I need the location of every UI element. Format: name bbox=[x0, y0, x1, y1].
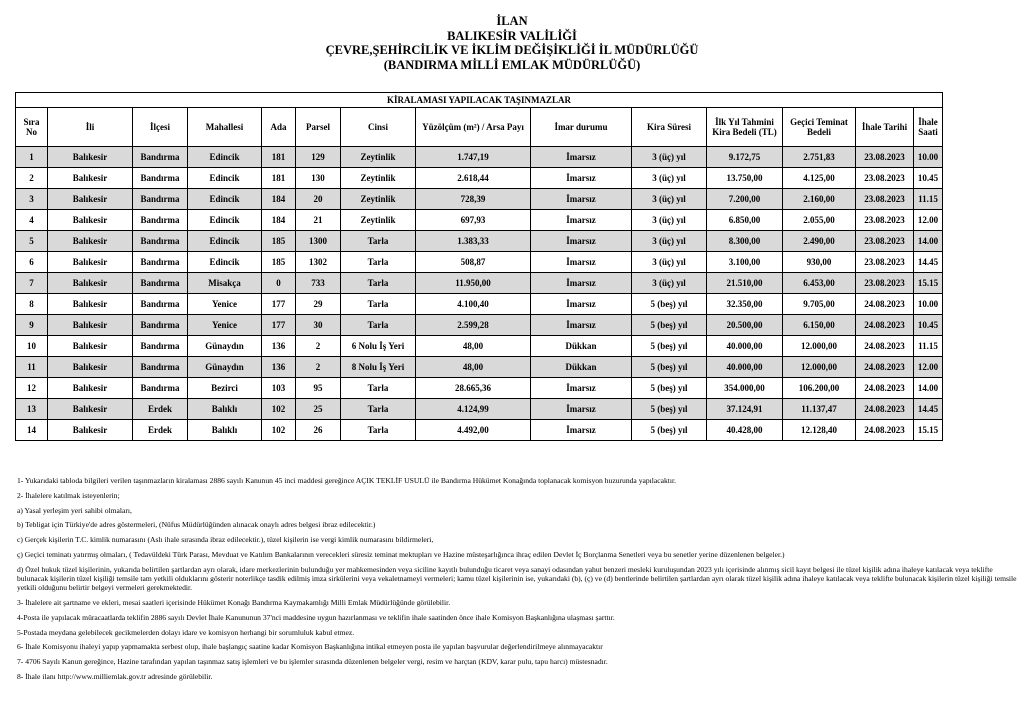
table-cell: 136 bbox=[262, 357, 296, 378]
table-cell: 11.137,47 bbox=[783, 399, 856, 420]
table-cell: 177 bbox=[262, 294, 296, 315]
table-cell: 40.428,00 bbox=[707, 420, 783, 441]
announcement-title: İLAN bbox=[496, 14, 528, 28]
table-cell: 5 bbox=[16, 231, 48, 252]
table-row bbox=[16, 273, 943, 294]
table-cell: 4.492,00 bbox=[416, 420, 531, 441]
note-paragraph: 1- Yukarıdaki tabloda bilgileri verilen taşınmazların kiralaması 2886 sayılı Kanunun 45 inci maddesi gereğince AÇIK TEKLİF USULÜ ile Bandırma Hükümet Konağında toplanacak komisyon huzurunda yapılacaktır. bbox=[17, 476, 677, 485]
table-cell: Tarla bbox=[341, 420, 416, 441]
column-header: İlçesi bbox=[133, 108, 188, 147]
table-cell: 102 bbox=[262, 399, 296, 420]
table-cell: Dükkan bbox=[531, 357, 632, 378]
table-cell: 23.08.2023 bbox=[856, 252, 914, 273]
table-cell: Balıklı bbox=[188, 420, 262, 441]
table-cell: 11.950,00 bbox=[416, 273, 531, 294]
table-cell: İmarsız bbox=[531, 147, 632, 168]
note-paragraph: b) Tebligat için Türkiye'de adres göstermeleri, (Nüfus Müdürlüğünden alınacak onaylı adres belgesi ibraz edilecektir.) bbox=[17, 520, 376, 530]
table-cell: Balıkesir bbox=[48, 252, 133, 273]
table-cell: 7 bbox=[16, 273, 48, 294]
table-cell: 12.000,00 bbox=[783, 357, 856, 378]
table-cell: 10.00 bbox=[914, 147, 943, 168]
table-cell: 12.128,40 bbox=[783, 420, 856, 441]
table-cell: 21.510,00 bbox=[707, 273, 783, 294]
table-cell: 32.350,00 bbox=[707, 294, 783, 315]
table-cell: 25 bbox=[296, 399, 341, 420]
table-cell: 20.500,00 bbox=[707, 315, 783, 336]
table-cell: 11 bbox=[16, 357, 48, 378]
table-cell: 14.45 bbox=[914, 399, 943, 420]
table-cell: 697,93 bbox=[416, 210, 531, 231]
table-row bbox=[16, 399, 943, 420]
table-body bbox=[16, 147, 943, 441]
table-cell: 2 bbox=[296, 336, 341, 357]
note-paragraph: c) Gerçek kişilerin T.C. kimlik numarasını (Aslı ihale sırasında ibraz edilecektir.), tüzel kişilerin ise vergi kimlik numarasını bildirmeleri, bbox=[17, 535, 434, 545]
table-cell: 24.08.2023 bbox=[856, 315, 914, 336]
table-cell: 12.00 bbox=[914, 357, 943, 378]
column-header: Mahallesi bbox=[188, 108, 262, 147]
table-cell: Tarla bbox=[341, 315, 416, 336]
table-cell: 8 bbox=[16, 294, 48, 315]
table-cell: 23.08.2023 bbox=[856, 147, 914, 168]
note-paragraph: 6- İhale Komisyonu ihaleyi yapıp yapmamakta serbest olup, ihale başlangıç saatine kadar Komisyon Başkanlığına intikal etmeyen posta ile yapılan başvurular değerlendirilmeye alınmayacaktır bbox=[17, 642, 603, 652]
table-cell: 930,00 bbox=[783, 252, 856, 273]
table-cell: 40.000,00 bbox=[707, 357, 783, 378]
column-header: Geçici Teminat Bedeli bbox=[783, 108, 856, 147]
table-cell: 3 (üç) yıl bbox=[632, 147, 707, 168]
table-cell: İmarsız bbox=[531, 189, 632, 210]
table-cell: İmarsız bbox=[531, 420, 632, 441]
table-cell: 15.15 bbox=[914, 420, 943, 441]
column-header: İmar durumu bbox=[531, 108, 632, 147]
table-cell: Edincik bbox=[188, 231, 262, 252]
table-cell: 3 (üç) yıl bbox=[632, 252, 707, 273]
table-cell: 733 bbox=[296, 273, 341, 294]
table-cell: 9.172,75 bbox=[707, 147, 783, 168]
table-row bbox=[16, 336, 943, 357]
column-header: Parsel bbox=[296, 108, 341, 147]
table-cell: Balıkesir bbox=[48, 168, 133, 189]
table-cell: İmarsız bbox=[531, 252, 632, 273]
table-cell: Günaydın bbox=[188, 336, 262, 357]
table-cell: 3.100,00 bbox=[707, 252, 783, 273]
table-cell: 8.300,00 bbox=[707, 231, 783, 252]
table-cell: 185 bbox=[262, 231, 296, 252]
table-cell: 6.850,00 bbox=[707, 210, 783, 231]
table-cell: 1 bbox=[16, 147, 48, 168]
table-cell: 181 bbox=[262, 147, 296, 168]
table-row bbox=[16, 147, 943, 168]
table-cell: İmarsız bbox=[531, 168, 632, 189]
table-cell: 14.45 bbox=[914, 252, 943, 273]
table-cell: Misakça bbox=[188, 273, 262, 294]
table-cell: 4 bbox=[16, 210, 48, 231]
table-caption: KİRALAMASI YAPILACAK TAŞINMAZLAR bbox=[16, 93, 943, 108]
table-cell: Bezirci bbox=[188, 378, 262, 399]
table-cell: 103 bbox=[262, 378, 296, 399]
table-cell: 0 bbox=[262, 273, 296, 294]
table-cell: Edincik bbox=[188, 252, 262, 273]
table-cell: 20 bbox=[296, 189, 341, 210]
table-cell: Bandırma bbox=[133, 273, 188, 294]
table-cell: 3 (üç) yıl bbox=[632, 273, 707, 294]
table-cell: 2.599,28 bbox=[416, 315, 531, 336]
column-header: Kira Süresi bbox=[632, 108, 707, 147]
table-cell: 23.08.2023 bbox=[856, 189, 914, 210]
table-cell: 4.125,00 bbox=[783, 168, 856, 189]
table-cell: 11.15 bbox=[914, 336, 943, 357]
table-row bbox=[16, 378, 943, 399]
table-cell: 21 bbox=[296, 210, 341, 231]
table-cell: Zeytinlik bbox=[341, 189, 416, 210]
table-cell: İmarsız bbox=[531, 273, 632, 294]
table-cell: 2 bbox=[296, 357, 341, 378]
table-cell: 5 (beş) yıl bbox=[632, 399, 707, 420]
table-cell: 2.751,83 bbox=[783, 147, 856, 168]
table-cell: Tarla bbox=[341, 273, 416, 294]
table-cell: 508,87 bbox=[416, 252, 531, 273]
table-cell: Edincik bbox=[188, 168, 262, 189]
table-cell: Balıkesir bbox=[48, 357, 133, 378]
table-row bbox=[16, 252, 943, 273]
table-cell: 26 bbox=[296, 420, 341, 441]
notes-section bbox=[17, 476, 1017, 687]
table-cell: Bandırma bbox=[133, 168, 188, 189]
note-paragraph: 8- İhale ilanı http://www.milliemlak.gov.tr adresinde görülebilir. bbox=[17, 671, 213, 681]
table-cell: 7.200,00 bbox=[707, 189, 783, 210]
sub-directorate-title: (BANDIRMA MİLLİ EMLAK MÜDÜRLÜĞÜ) bbox=[383, 57, 641, 72]
table-header-row bbox=[16, 108, 943, 147]
table-cell: 2.618,44 bbox=[416, 168, 531, 189]
table-cell: Edincik bbox=[188, 147, 262, 168]
note-paragraph: 7- 4706 Sayılı Kanun gereğince, Hazine tarafından yapılan taşınmaz satış işlemleri ve bu işlemler sırasında düzenlenen belgeler vergi, resim ve harçtan (KDV, karar pulu, tapu harcı) müstesnadır. bbox=[17, 657, 608, 667]
table-cell: Bandırma bbox=[133, 252, 188, 273]
table-cell: 12.00 bbox=[914, 210, 943, 231]
table-cell: 24.08.2023 bbox=[856, 357, 914, 378]
table-cell: Balıkesir bbox=[48, 294, 133, 315]
table-cell: 48,00 bbox=[416, 357, 531, 378]
table-cell: Balıkesir bbox=[48, 231, 133, 252]
directorate-title: ÇEVRE,ŞEHİRCİLİK VE İKLİM DEĞİŞİKLİĞİ İL MÜDÜRLÜĞÜ bbox=[325, 43, 699, 57]
table-cell: 24.08.2023 bbox=[856, 399, 914, 420]
table-cell: İmarsız bbox=[531, 399, 632, 420]
note-paragraph: 3- İhalelere ait şartname ve ekleri, mesai saatleri içerisinde Hükümet Konağı Bandırma Kaymakamlığı Milli Emlak Müdürlüğünde görülebilir. bbox=[17, 597, 451, 607]
table-cell: 1300 bbox=[296, 231, 341, 252]
table-cell: Balıkesir bbox=[48, 189, 133, 210]
table-cell: Zeytinlik bbox=[341, 147, 416, 168]
table-cell: İmarsız bbox=[531, 294, 632, 315]
table-cell: İmarsız bbox=[531, 231, 632, 252]
table-cell: 177 bbox=[262, 315, 296, 336]
table-row bbox=[16, 168, 943, 189]
table-cell: 11.15 bbox=[914, 189, 943, 210]
table-cell: 48,00 bbox=[416, 336, 531, 357]
note-paragraph: 5-Postada meydana gelebilecek gecikmelerden dolayı idare ve komisyon herhangi bir sorumluluk kabul etmez. bbox=[17, 627, 355, 637]
table-cell: Zeytinlik bbox=[341, 168, 416, 189]
table-cell: Yenice bbox=[188, 294, 262, 315]
table-cell: 30 bbox=[296, 315, 341, 336]
table-cell: 28.665,36 bbox=[416, 378, 531, 399]
table-cell: Erdek bbox=[133, 399, 188, 420]
table-cell: Zeytinlik bbox=[341, 210, 416, 231]
table-cell: 4.100,40 bbox=[416, 294, 531, 315]
table-cell: Bandırma bbox=[133, 336, 188, 357]
table-cell: Balıklı bbox=[188, 399, 262, 420]
table-cell: 185 bbox=[262, 252, 296, 273]
table-cell: Balıkesir bbox=[48, 210, 133, 231]
table-cell: 5 (beş) yıl bbox=[632, 357, 707, 378]
table-cell: 24.08.2023 bbox=[856, 420, 914, 441]
note-paragraph: d) Özel hukuk tüzel kişilerinin, yukarıda belirtilen şartlardan ayrı olarak, idare merkezlerinin bulunduğu yer mahkemesinden veya siciline kayıtlı bulunduğu ticaret veya sanayi odasından yahut benzeri mesleki kuruluşundan 2023 yılı içerisinde alınmış sicil kayıt belgesi ile tüzel kişilik adına ihaleye katılacak veya teklifte bulunacak kişilerin tüzel kişiliği temsile tam yetkili olduklarını gösterir noterlikçe tasdik edilmiş imza sirkülerini veya vekaletnameyi vermeleri; kamu tüzel kişilerinin ise, yukarıdaki (b), (ç) ve (d) bentlerinde belirtilen şartlardan ayrı olarak tüzel kişilik adına ihaleye katılacak veya teklifte bulunacak kişilerin tüzel kişiliği temsile yetkili olduğunu belirtir belgeyi vermeleri gerekmektedir. bbox=[17, 564, 1017, 593]
table-cell: 184 bbox=[262, 189, 296, 210]
column-header: İhale Tarihi bbox=[856, 108, 914, 147]
table-cell: 12.000,00 bbox=[783, 336, 856, 357]
table-cell: 6.150,00 bbox=[783, 315, 856, 336]
table-cell: Balıkesir bbox=[48, 147, 133, 168]
table-cell: 4.124,99 bbox=[416, 399, 531, 420]
table-cell: 8 Nolu İş Yeri bbox=[341, 357, 416, 378]
table-cell: Balıkesir bbox=[48, 315, 133, 336]
column-header: İli bbox=[48, 108, 133, 147]
table-cell: 10.45 bbox=[914, 168, 943, 189]
table-row bbox=[16, 420, 943, 441]
table-cell: 5 (beş) yıl bbox=[632, 420, 707, 441]
table-cell: 23.08.2023 bbox=[856, 210, 914, 231]
table-cell: 23.08.2023 bbox=[856, 168, 914, 189]
table-cell: 181 bbox=[262, 168, 296, 189]
table-cell: 10 bbox=[16, 336, 48, 357]
table-cell: İmarsız bbox=[531, 315, 632, 336]
table-cell: 10.00 bbox=[914, 294, 943, 315]
table-cell: 184 bbox=[262, 210, 296, 231]
table-cell: 3 bbox=[16, 189, 48, 210]
table-cell: 136 bbox=[262, 336, 296, 357]
table-row bbox=[16, 231, 943, 252]
table-cell: 9 bbox=[16, 315, 48, 336]
column-header: Yüzölçüm (m²) / Arsa Payı bbox=[416, 108, 531, 147]
table-cell: Yenice bbox=[188, 315, 262, 336]
properties-table bbox=[15, 92, 943, 441]
note-paragraph: 2- İhalelere katılmak isteyenlerin; bbox=[17, 490, 120, 500]
table-cell: 3 (üç) yıl bbox=[632, 210, 707, 231]
table-cell: Bandırma bbox=[133, 147, 188, 168]
table-cell: Bandırma bbox=[133, 210, 188, 231]
column-header: Sıra No bbox=[16, 108, 48, 147]
table-cell: 14.00 bbox=[914, 231, 943, 252]
table-cell: Günaydın bbox=[188, 357, 262, 378]
table-cell: 5 (beş) yıl bbox=[632, 315, 707, 336]
table-cell: 2.055,00 bbox=[783, 210, 856, 231]
table-cell: 1.747,19 bbox=[416, 147, 531, 168]
table-cell: 2 bbox=[16, 168, 48, 189]
table-cell: 6 bbox=[16, 252, 48, 273]
table-cell: 1302 bbox=[296, 252, 341, 273]
table-cell: 37.124,91 bbox=[707, 399, 783, 420]
table-cell: Tarla bbox=[341, 294, 416, 315]
table-cell: 14 bbox=[16, 420, 48, 441]
table-cell: Edincik bbox=[188, 189, 262, 210]
table-cell: 102 bbox=[262, 420, 296, 441]
table-cell: Dükkan bbox=[531, 336, 632, 357]
table-cell: 6 Nolu İş Yeri bbox=[341, 336, 416, 357]
table-cell: 14.00 bbox=[914, 378, 943, 399]
table-cell: 5 (beş) yıl bbox=[632, 378, 707, 399]
table-cell: Tarla bbox=[341, 252, 416, 273]
table-cell: 2.490,00 bbox=[783, 231, 856, 252]
table-cell: Balıkesir bbox=[48, 336, 133, 357]
column-header: Cinsi bbox=[341, 108, 416, 147]
table-cell: 9.705,00 bbox=[783, 294, 856, 315]
table-cell: 728,39 bbox=[416, 189, 531, 210]
table-cell: İmarsız bbox=[531, 378, 632, 399]
note-paragraph: 4-Posta ile yapılacak müracaatlarda teklifin 2886 sayılı Devlet İhale Kanununun 37'nci maddesine uygun hazırlanması ve teklifin ihale saatinden önce ihale Komisyon Başkanlığına ulaşması şarttır. bbox=[17, 612, 615, 622]
table-cell: 95 bbox=[296, 378, 341, 399]
table-cell: 24.08.2023 bbox=[856, 336, 914, 357]
table-cell: Balıkesir bbox=[48, 399, 133, 420]
table-row bbox=[16, 294, 943, 315]
note-paragraph: ç) Geçici teminatı yatırmış olmaları, ( Tedavüldeki Türk Parası, Mevduat ve Katılım Bankalarının verecekleri süresiz teminat mektupları ve Hazine müsteşarlığınca ihraç edilen Devlet İç Borçlanma Senetleri veya bu senetler yerine düzenlenen belgeler.) bbox=[17, 549, 785, 559]
table-cell: Tarla bbox=[341, 231, 416, 252]
table-cell: 130 bbox=[296, 168, 341, 189]
table-cell: 5 (beş) yıl bbox=[632, 336, 707, 357]
table-cell: 13 bbox=[16, 399, 48, 420]
table-cell: Balıkesir bbox=[48, 420, 133, 441]
column-header: İlk Yıl Tahmini Kira Bedeli (TL) bbox=[707, 108, 783, 147]
table-cell: 3 (üç) yıl bbox=[632, 231, 707, 252]
table-cell: 13.750,00 bbox=[707, 168, 783, 189]
governorship-title: BALIKESİR VALİLİĞİ bbox=[447, 28, 577, 43]
table-cell: Bandırma bbox=[133, 294, 188, 315]
table-cell: Tarla bbox=[341, 378, 416, 399]
table-cell: 2.160,00 bbox=[783, 189, 856, 210]
note-paragraph: a) Yasal yerleşim yeri sahibi olmaları, bbox=[17, 505, 132, 515]
table-cell: Bandırma bbox=[133, 189, 188, 210]
table-cell: 6.453,00 bbox=[783, 273, 856, 294]
table-cell: 40.000,00 bbox=[707, 336, 783, 357]
table-cell: 23.08.2023 bbox=[856, 273, 914, 294]
table-cell: Bandırma bbox=[133, 378, 188, 399]
table-row bbox=[16, 189, 943, 210]
table-row bbox=[16, 210, 943, 231]
table-cell: Tarla bbox=[341, 399, 416, 420]
table-cell: 23.08.2023 bbox=[856, 231, 914, 252]
table-cell: 24.08.2023 bbox=[856, 294, 914, 315]
table-cell: 1.383,33 bbox=[416, 231, 531, 252]
document-header bbox=[0, 14, 1024, 72]
column-header: Ada bbox=[262, 108, 296, 147]
table-cell: 24.08.2023 bbox=[856, 378, 914, 399]
column-header: İhale Saati bbox=[914, 108, 943, 147]
table-cell: 12 bbox=[16, 378, 48, 399]
table-cell: Bandırma bbox=[133, 315, 188, 336]
table-cell: 29 bbox=[296, 294, 341, 315]
table-cell: 129 bbox=[296, 147, 341, 168]
table-cell: Bandırma bbox=[133, 357, 188, 378]
table-cell: 10.45 bbox=[914, 315, 943, 336]
table-cell: 15.15 bbox=[914, 273, 943, 294]
table-cell: Erdek bbox=[133, 420, 188, 441]
table-cell: 5 (beş) yıl bbox=[632, 294, 707, 315]
table-cell: 106.200,00 bbox=[783, 378, 856, 399]
table-cell: Balıkesir bbox=[48, 378, 133, 399]
table-cell: Edincik bbox=[188, 210, 262, 231]
table-row bbox=[16, 357, 943, 378]
table-cell: 3 (üç) yıl bbox=[632, 189, 707, 210]
table-cell: 354.000,00 bbox=[707, 378, 783, 399]
table-caption-row bbox=[16, 93, 943, 108]
table-cell: Balıkesir bbox=[48, 273, 133, 294]
table-cell: Bandırma bbox=[133, 231, 188, 252]
table-row bbox=[16, 315, 943, 336]
table-cell: İmarsız bbox=[531, 210, 632, 231]
table-cell: 3 (üç) yıl bbox=[632, 168, 707, 189]
